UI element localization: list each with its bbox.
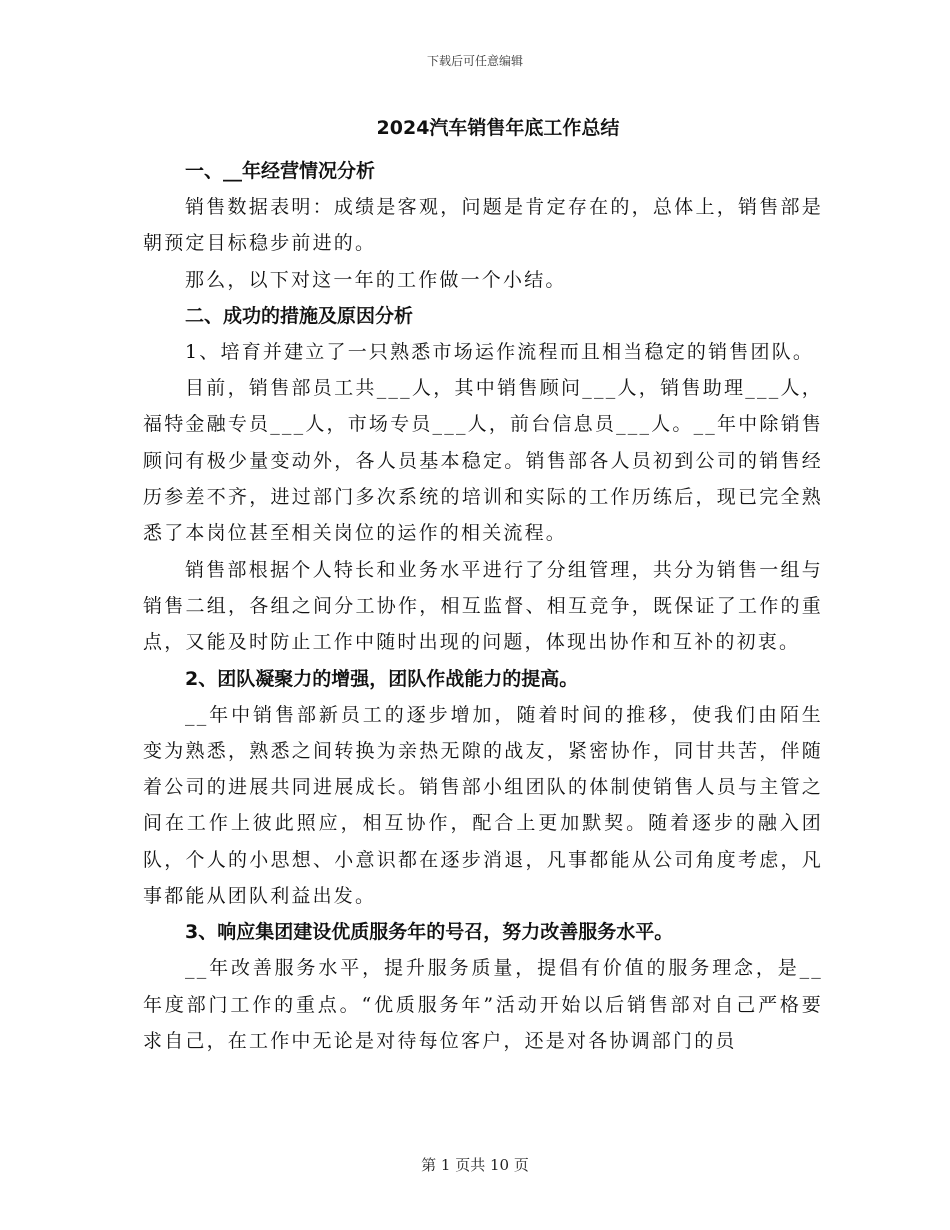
section-heading-2: 二、成功的措施及原因分析 bbox=[185, 304, 414, 327]
document-body bbox=[143, 113, 823, 1059]
subsection-heading-2: 2、团队凝聚力的增强，团队作战能力的提高。 bbox=[185, 667, 579, 690]
paragraph: __年改善服务水平，提升服务质量，提倡有价值的服务理念，是__年度部门工作的重点。“优质服务年”活动开始以后销售部对自己严格要求自己，在工作中无论是对待每位客户，还是对各协调部门的员 bbox=[143, 957, 823, 1052]
document-title: 2024汽车销售年底工作总结 bbox=[376, 117, 620, 139]
header-note: 下载后可任意编辑 bbox=[426, 54, 523, 68]
subsection-heading-3: 3、响应集团建设优质服务年的号召，努力改善服务水平。 bbox=[185, 921, 674, 944]
section-heading-1: 一、__年经营情况分析 bbox=[185, 160, 376, 182]
paragraph: 销售部根据个人特长和业务水平进行了分组管理，共分为销售一组与销售二组，各组之间分工协作，相互监督、相互竞争，既保证了工作的重点，又能及时防止工作中随时出现的问题，体现出协作和互补的初衷。 bbox=[143, 558, 823, 654]
paragraph: 销售数据表明：成绩是客观，问题是肯定存在的，总体上，销售部是朝预定目标稳步前进的。 bbox=[143, 196, 823, 255]
paragraph: 1、培育并建立了一只熟悉市场运作流程而且相当稳定的销售团队。 bbox=[185, 340, 815, 363]
page-footer: 第 1 页共 10 页 bbox=[421, 1156, 529, 1174]
paragraph: 目前，销售部员工共___人，其中销售顾问___人，销售助理___人，福特金融专员___人，市场专员___人，前台信息员___人。__年中除销售顾问有极少量变动外，各人员基本稳定。销售部各人员初到公司的销售经历参差不齐，进过部门多次系统的培训和实际的工作历练后，现已完全熟悉了本岗位甚至相关岗位的运作的相关流程。 bbox=[143, 377, 823, 545]
paragraph: 那么，以下对这一年的工作做一个小结。 bbox=[185, 268, 567, 291]
paragraph: __年中销售部新员工的逐步增加，随着时间的推移，使我们由陌生变为熟悉，熟悉之间转换为亲热无隙的战友，紧密协作，同甘共苦，伴随着公司的进展共同进展成长。销售部小组团队的体制使销售人员与主管之间在工作上彼此照应，相互协作，配合上更加默契。随着逐步的融入团队，个人的小思想、小意识都在逐步消退，凡事都能从公司角度考虑，凡事都能从团队利益出发。 bbox=[143, 703, 823, 908]
